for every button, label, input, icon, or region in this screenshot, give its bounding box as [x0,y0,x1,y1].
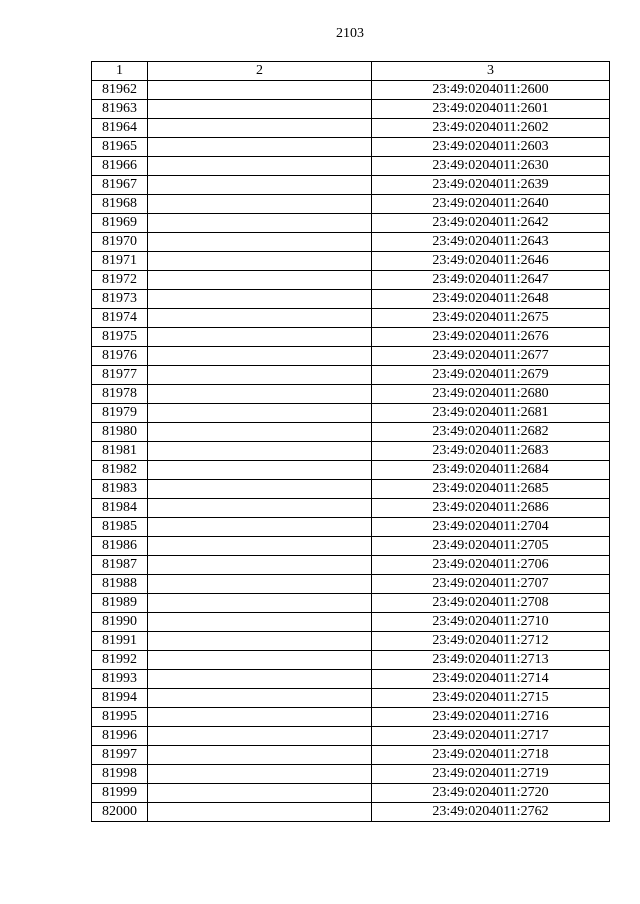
row-number-cell: 81984 [92,499,148,518]
row-number-cell: 81971 [92,252,148,271]
row-number-cell: 81982 [92,461,148,480]
row-number-cell: 81999 [92,784,148,803]
row-number-cell: 81993 [92,670,148,689]
cadastral-number-cell: 23:49:0204011:2717 [372,727,610,746]
description-cell [148,670,372,689]
description-cell [148,195,372,214]
table-row [92,328,610,347]
cadastral-number-cell: 23:49:0204011:2685 [372,480,610,499]
table-row [92,119,610,138]
description-cell [148,233,372,252]
row-number-cell: 81965 [92,138,148,157]
cadastral-number-cell: 23:49:0204011:2683 [372,442,610,461]
cadastral-number-cell: 23:49:0204011:2680 [372,385,610,404]
row-number-cell: 81973 [92,290,148,309]
table-body [92,81,610,822]
table-row [92,138,610,157]
cadastral-number-cell: 23:49:0204011:2603 [372,138,610,157]
row-number-cell: 81991 [92,632,148,651]
cadastral-number-cell: 23:49:0204011:2719 [372,765,610,784]
row-number-cell: 81995 [92,708,148,727]
row-number-cell: 81996 [92,727,148,746]
table-row [92,537,610,556]
description-cell [148,803,372,822]
row-number-cell: 81974 [92,309,148,328]
description-cell [148,556,372,575]
row-number-cell: 81990 [92,613,148,632]
row-number-cell: 81980 [92,423,148,442]
description-cell [148,784,372,803]
description-cell [148,100,372,119]
cadastral-number-cell: 23:49:0204011:2677 [372,347,610,366]
description-cell [148,404,372,423]
cadastral-number-cell: 23:49:0204011:2630 [372,157,610,176]
cadastral-number-cell: 23:49:0204011:2647 [372,271,610,290]
row-number-cell: 81985 [92,518,148,537]
description-cell [148,309,372,328]
description-cell [148,594,372,613]
description-cell [148,480,372,499]
table-row [92,784,610,803]
table-row [92,366,610,385]
row-number-cell: 81989 [92,594,148,613]
description-cell [148,385,372,404]
cadastral-number-cell: 23:49:0204011:2675 [372,309,610,328]
table-row [92,632,610,651]
description-cell [148,651,372,670]
row-number-cell: 81987 [92,556,148,575]
row-number-cell: 81977 [92,366,148,385]
table-row [92,746,610,765]
description-cell [148,214,372,233]
cadastral-number-cell: 23:49:0204011:2716 [372,708,610,727]
cadastral-number-cell: 23:49:0204011:2710 [372,613,610,632]
description-cell [148,442,372,461]
row-number-cell: 81962 [92,81,148,100]
table-row [92,233,610,252]
cadastral-number-cell: 23:49:0204011:2679 [372,366,610,385]
description-cell [148,708,372,727]
row-number-cell: 81969 [92,214,148,233]
register-table [91,61,610,822]
cadastral-number-cell: 23:49:0204011:2720 [372,784,610,803]
table-row [92,423,610,442]
description-cell [148,423,372,442]
row-number-cell: 81964 [92,119,148,138]
row-number-cell: 81983 [92,480,148,499]
row-number-cell: 81998 [92,765,148,784]
description-cell [148,366,372,385]
cadastral-number-cell: 23:49:0204011:2681 [372,404,610,423]
cadastral-number-cell: 23:49:0204011:2718 [372,746,610,765]
description-cell [148,518,372,537]
description-cell [148,252,372,271]
row-number-cell: 81986 [92,537,148,556]
cadastral-number-cell: 23:49:0204011:2602 [372,119,610,138]
description-cell [148,613,372,632]
table-row [92,708,610,727]
cadastral-number-cell: 23:49:0204011:2684 [372,461,610,480]
table-row [92,309,610,328]
table-row [92,594,610,613]
table-row [92,176,610,195]
table-header-row [92,62,610,81]
table-row [92,651,610,670]
table-row [92,518,610,537]
column-header-3: 3 [372,62,610,81]
table-row [92,480,610,499]
cadastral-number-cell: 23:49:0204011:2601 [372,100,610,119]
description-cell [148,347,372,366]
table-row [92,271,610,290]
description-cell [148,746,372,765]
cadastral-number-cell: 23:49:0204011:2646 [372,252,610,271]
table-row [92,765,610,784]
table-row [92,214,610,233]
row-number-cell: 81997 [92,746,148,765]
cadastral-number-cell: 23:49:0204011:2648 [372,290,610,309]
table-row [92,803,610,822]
row-number-cell: 81994 [92,689,148,708]
table-row [92,575,610,594]
cadastral-number-cell: 23:49:0204011:2639 [372,176,610,195]
cadastral-number-cell: 23:49:0204011:2640 [372,195,610,214]
row-number-cell: 81976 [92,347,148,366]
row-number-cell: 81979 [92,404,148,423]
cadastral-number-cell: 23:49:0204011:2676 [372,328,610,347]
row-number-cell: 81966 [92,157,148,176]
table-row [92,195,610,214]
cadastral-number-cell: 23:49:0204011:2686 [372,499,610,518]
table-row [92,499,610,518]
description-cell [148,157,372,176]
table-row [92,727,610,746]
table-row [92,442,610,461]
cadastral-number-cell: 23:49:0204011:2642 [372,214,610,233]
row-number-cell: 81981 [92,442,148,461]
row-number-cell: 81975 [92,328,148,347]
description-cell [148,765,372,784]
description-cell [148,575,372,594]
cadastral-number-cell: 23:49:0204011:2713 [372,651,610,670]
cadastral-number-cell: 23:49:0204011:2704 [372,518,610,537]
description-cell [148,537,372,556]
column-header-2: 2 [148,62,372,81]
cadastral-number-cell: 23:49:0204011:2762 [372,803,610,822]
description-cell [148,271,372,290]
row-number-cell: 81963 [92,100,148,119]
description-cell [148,290,372,309]
row-number-cell: 81992 [92,651,148,670]
row-number-cell: 81967 [92,176,148,195]
cadastral-number-cell: 23:49:0204011:2707 [372,575,610,594]
description-cell [148,328,372,347]
description-cell [148,727,372,746]
description-cell [148,461,372,480]
table-row [92,100,610,119]
page-number: 2103 [336,26,364,41]
column-header-1: 1 [92,62,148,81]
table-row [92,290,610,309]
cadastral-number-cell: 23:49:0204011:2682 [372,423,610,442]
row-number-cell: 81978 [92,385,148,404]
cadastral-number-cell: 23:49:0204011:2714 [372,670,610,689]
table-row [92,556,610,575]
table-row [92,404,610,423]
description-cell [148,119,372,138]
row-number-cell: 81988 [92,575,148,594]
description-cell [148,499,372,518]
cadastral-number-cell: 23:49:0204011:2708 [372,594,610,613]
row-number-cell: 81968 [92,195,148,214]
table-row [92,252,610,271]
table-row [92,670,610,689]
table-row [92,385,610,404]
cadastral-number-cell: 23:49:0204011:2706 [372,556,610,575]
cadastral-number-cell: 23:49:0204011:2643 [372,233,610,252]
table-row [92,689,610,708]
cadastral-number-cell: 23:49:0204011:2705 [372,537,610,556]
cadastral-number-cell: 23:49:0204011:2712 [372,632,610,651]
row-number-cell: 82000 [92,803,148,822]
row-number-cell: 81972 [92,271,148,290]
description-cell [148,689,372,708]
table-row [92,81,610,100]
description-cell [148,632,372,651]
cadastral-number-cell: 23:49:0204011:2715 [372,689,610,708]
table-row [92,347,610,366]
table-row [92,613,610,632]
table-row [92,157,610,176]
row-number-cell: 81970 [92,233,148,252]
table-row [92,461,610,480]
description-cell [148,81,372,100]
description-cell [148,176,372,195]
cadastral-number-cell: 23:49:0204011:2600 [372,81,610,100]
description-cell [148,138,372,157]
